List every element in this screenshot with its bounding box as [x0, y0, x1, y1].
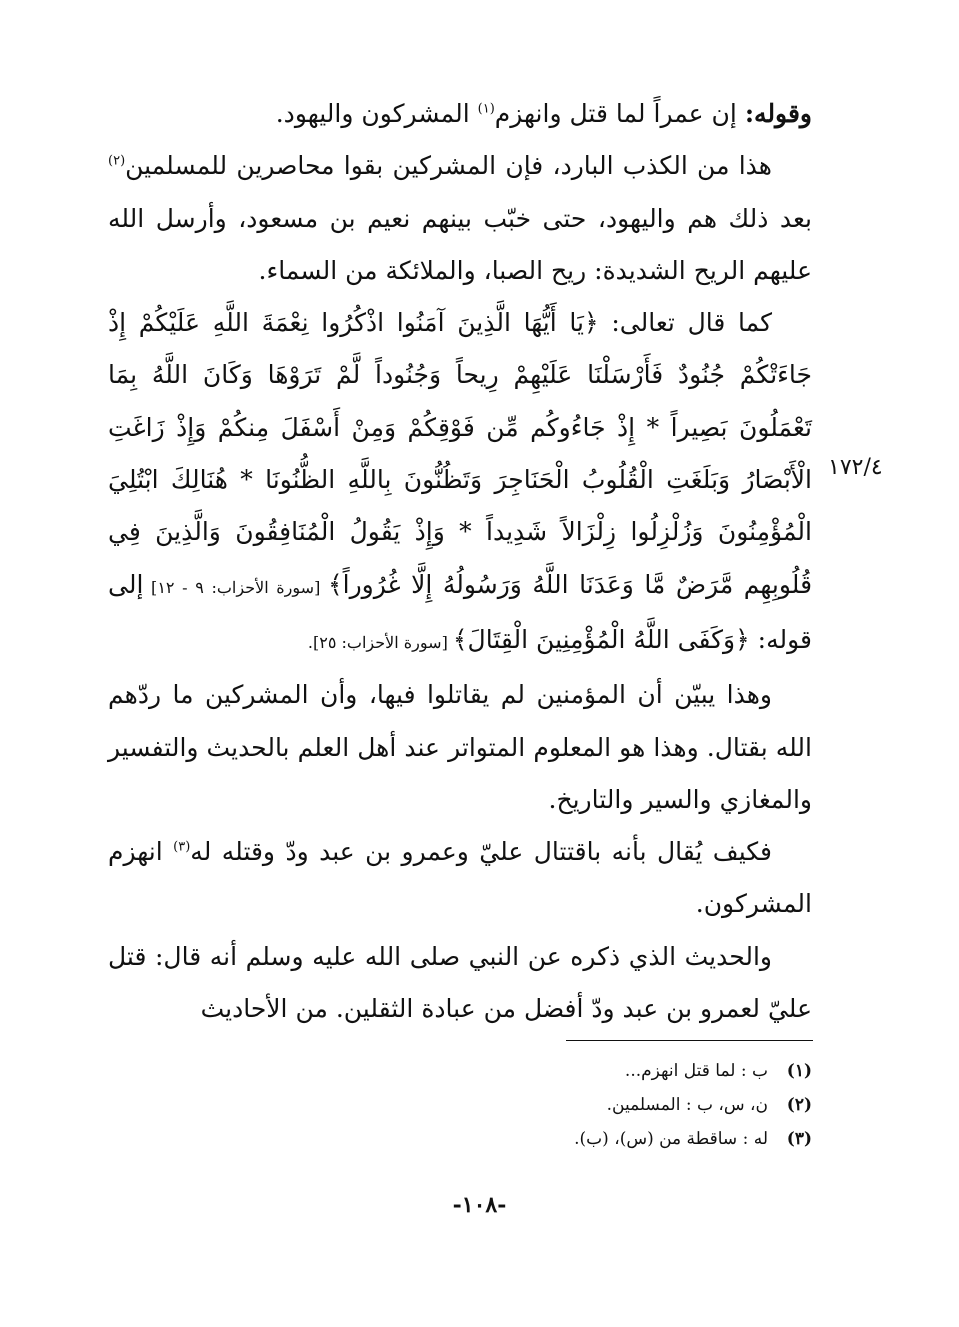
margin-reference: ١٧٢/٤: [828, 455, 883, 480]
paragraph-6: [108, 931, 812, 1036]
footnote-item: [408, 1088, 812, 1122]
paragraph-3: [108, 297, 812, 669]
footnote-ref-1[interactable]: (١): [477, 101, 495, 117]
paragraph-4: [108, 669, 812, 826]
body-text: [108, 88, 812, 1035]
verse-citation: [سورة الأحزاب: ٩ - ١٢]: [143, 577, 328, 597]
paragraph-text: كما قال تعالى:: [598, 308, 773, 338]
paragraph-2: [108, 140, 812, 297]
footnotes: [408, 1054, 812, 1156]
paragraph-text: إلى قوله:: [108, 569, 812, 654]
paragraph-5: [108, 826, 812, 931]
footnote-ref-2[interactable]: (٢): [108, 153, 126, 169]
page-number: -١٠٨-: [452, 1192, 507, 1218]
paragraph-text: بعد ذلك هم واليهود، حتى خبّب بينهم نعيم بن مسعود، وأرسل الله عليهم الريح الشديدة: ريح الصبا، والملائكة من السماء.: [108, 203, 812, 285]
paragraph-1: [108, 88, 812, 140]
footnote-number: (٣): [786, 1129, 812, 1149]
footnote-ref-3[interactable]: (٣): [173, 839, 191, 855]
footnote-text: له : ساقطة من (س)، (ب).: [574, 1129, 768, 1149]
paragraph-text: فكيف يُقال بأنه باقتتال عليّ وعمرو بن عبد ودّ وقتله له: [190, 837, 772, 867]
paragraph-text: وهذا يبيّن أن المؤمنين لم يقاتلوا فيها، وأن المشركين ما ردّهم الله بقتال. وهذا هو المعلوم المتواتر عند أهل العلم بالحديث والتفسير والمغازي والسير والتاريخ.: [108, 680, 812, 814]
footnote-item: [408, 1054, 812, 1088]
footnote-number: (١): [786, 1061, 812, 1081]
footnote-text: ب : لما قتل انهزم...: [624, 1061, 768, 1081]
verse-citation: [سورة الأحزاب: ٢٥].: [307, 632, 453, 652]
paragraph-text: والحديث الذي ذكره عن النبي صلى الله عليه وسلم أنه قال: قتل عليّ لعمرو بن عبد ودّ أفضل من عبادة الثقلين. من الأحاديث: [108, 941, 812, 1024]
footnote-number: (٢): [786, 1095, 812, 1115]
quran-verse: ﴿وَكَفَى اللَّهُ الْمُؤْمِنِينَ الْقِتَالَ﴾: [452, 624, 750, 654]
paragraph-text: هذا من الكذب البارد، فإن المشركين بقوا محاصرين للمسلمين: [125, 151, 772, 181]
paragraph-text: انهزم المشركون.: [108, 837, 812, 919]
paragraph-text: المشركون واليهود.: [275, 99, 478, 128]
paragraph-lead: وقوله:: [744, 99, 812, 128]
footnote-item: [408, 1122, 812, 1156]
quran-verse: ﴿يَا أَيُّهَا الَّذِينَ آمَنُوا اذْكُرُوا نِعْمَةَ اللَّهِ عَلَيْكُمْ إِذْ جَاءَتْكُمْ جُنُودٌ فَأَرْسَلْنَا عَلَيْهِمْ رِيحاً وَجُنُوداً لَّمْ تَرَوْهَا وَكَانَ اللَّهُ بِمَا تَعْمَلُونَ بَصِيراً * إِذْ جَاءُوكُم مِّن فَوْقِكُمْ وَمِنْ أَسْفَلَ مِنكُمْ وَإِذْ زَاغَتِ الْأَبْصَارُ وَبَلَغَتِ الْقُلُوبُ الْحَنَاجِرَ وَتَظُنُّونَ بِاللَّهِ الظُّنُونَا * هُنَالِكَ ابْتُلِيَ الْمُؤْمِنُونَ وَزُلْزِلُوا زِلْزَالاً شَدِيداً * وَإِذْ يَقُولُ الْمُنَافِقُونَ وَالَّذِينَ فِي قُلُوبِهِم مَّرَضٌ مَّا وَعَدَنَا اللَّهُ وَرَسُولُهُ إِلَّا غُرُوراً﴾: [108, 308, 813, 599]
paragraph-text: إن عمراً لما قتل وانهزم: [494, 99, 745, 128]
footnote-divider: [566, 1040, 813, 1041]
footnote-text: ن، س، ب : المسلمين.: [606, 1095, 768, 1115]
